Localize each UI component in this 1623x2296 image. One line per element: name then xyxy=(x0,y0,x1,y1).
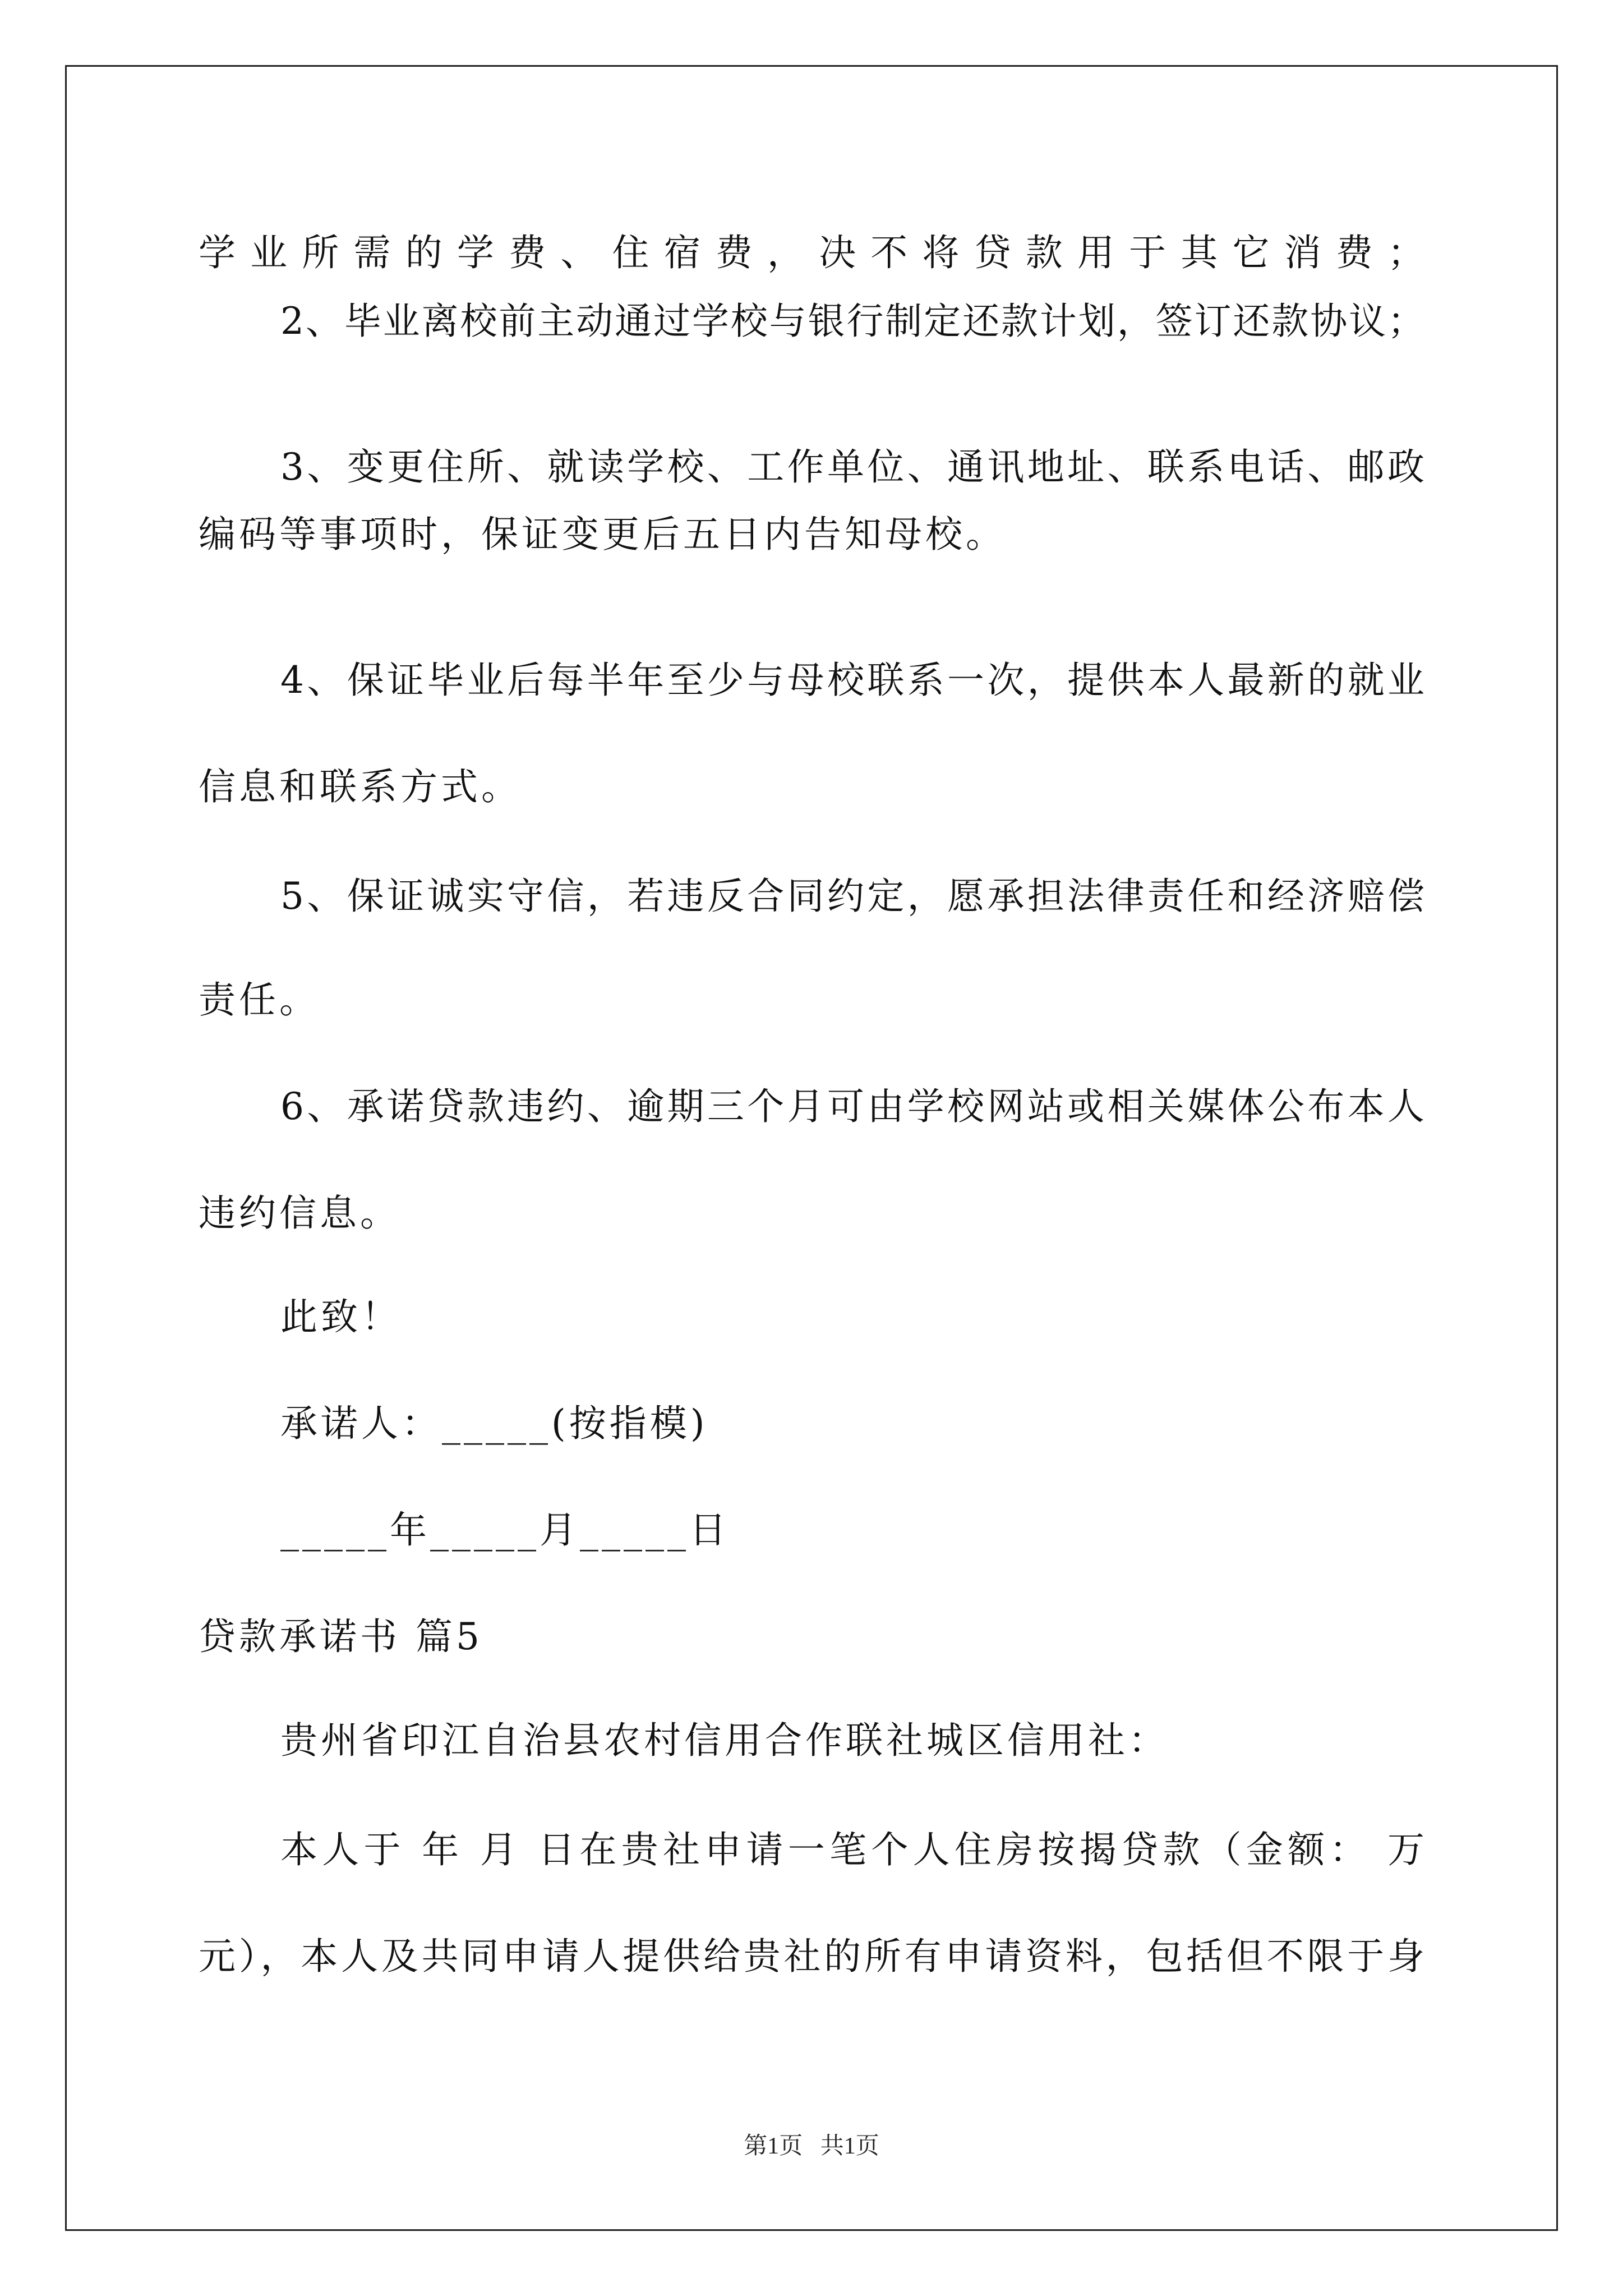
clause-3: 3、变更住所、就读学校、工作单位、通讯地址、联系电话、邮政 xyxy=(280,445,1424,489)
section-heading: 贷款承诺书 篇5 xyxy=(199,1615,483,1658)
clause-5: 5、保证诚实守信，若违反合同约定，愿承担法律责任和经济赔偿 xyxy=(280,875,1424,918)
closing-salutation: 此致！ xyxy=(280,1295,402,1338)
addressee-line: 贵州省印江自治县农村信用合作联社城区信用社： xyxy=(280,1719,1169,1762)
body-line-1: 学业所需的学费、住宿费，决不将贷款用于其它消费； xyxy=(199,231,1424,274)
clause-6: 6、承诺贷款违约、逾期三个月可由学校网站或相关媒体公布本人 xyxy=(280,1085,1424,1128)
clause-6-continued: 违约信息。 xyxy=(199,1191,400,1235)
clause-2: 2、毕业离校前主动通过学校与银行制定还款计划，签订还款协议； xyxy=(280,300,1424,343)
page-footer: 第1页 共1页 xyxy=(744,2133,879,2159)
date-line: _____年_____月_____日 xyxy=(280,1508,730,1552)
body-paragraph-line-1: 本人于 年 月 日在贵社申请一笔个人住房按揭贷款（金额： 万 xyxy=(280,1828,1424,1871)
page-border xyxy=(65,65,1558,2231)
clause-4-continued: 信息和联系方式。 xyxy=(199,765,522,808)
clause-5-continued: 责任。 xyxy=(199,978,320,1022)
clause-4: 4、保证毕业后每半年至少与母校联系一次，提供本人最新的就业 xyxy=(280,659,1424,702)
clause-3-continued: 编码等事项时，保证变更后五日内告知母校。 xyxy=(199,513,1006,556)
body-paragraph-line-2: 元），本人及共同申请人提供给贵社的所有申请资料，包括但不限于身 xyxy=(199,1935,1424,1978)
signatory-line: 承诺人：_____(按指模) xyxy=(280,1402,708,1445)
